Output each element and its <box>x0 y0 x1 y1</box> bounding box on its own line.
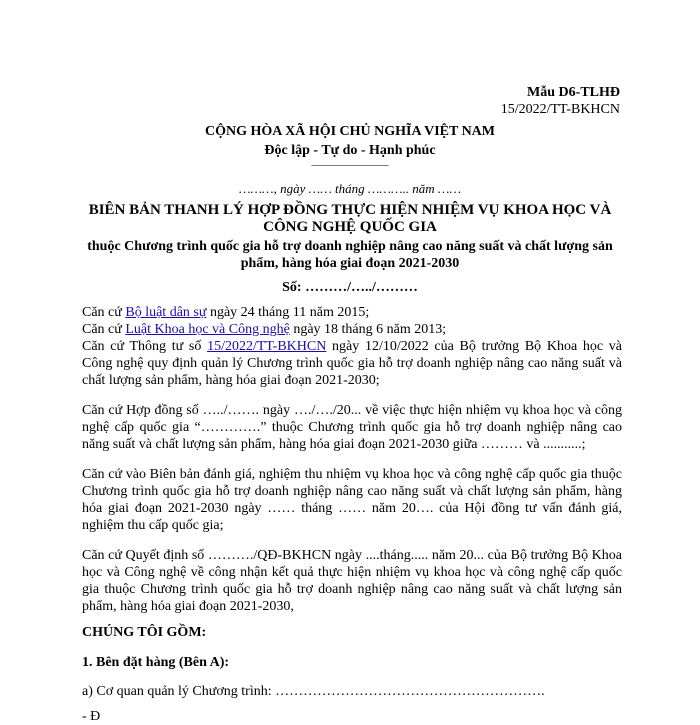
form-code <box>501 84 620 118</box>
national-header <box>0 122 700 170</box>
party-a-heading: 1. Bên đặt hàng (Bên A): <box>82 655 230 670</box>
motto-underline: ——————— <box>311 159 389 171</box>
form-code-label: Mẫu D6-TLHĐ <box>527 85 620 100</box>
parties-heading: CHÚNG TÔI GỒM: <box>82 625 207 640</box>
science-law-link[interactable]: Luật Khoa học và Công nghệ <box>125 322 290 337</box>
place-date-line: ………, ngày …… tháng ……….. năm …… <box>238 181 462 196</box>
document-subtitle: thuộc Chương trình quốc gia hỗ trợ doanh nghiệp nâng cao năng suất và chất lượng sản phẩm, hàng hóa giai đoạn 2021-2030 <box>87 239 613 271</box>
legal-basis-contract: Căn cứ Hợp đồng số …../……. ngày …./…./20... về việc thực hiện nhiệm vụ khoa học và công nghệ cấp quốc gia “………….” thuộc Chương trình quốc gia hỗ trợ doanh nghiệp nâng cao năng suất và chất lượng sản phẩm, hàng hóa giai đoạn 2021-2030 giữa ……… và ...........; <box>82 403 622 452</box>
document-title: BIÊN BẢN THANH LÝ HỢP ĐỒNG THỰC HIỆN NHIỆM VỤ KHOA HỌC VÀ CÔNG NGHỆ QUỐC GIA <box>88 202 612 235</box>
document-number: Số: ………/…../……… <box>282 280 418 295</box>
legal-basis-decision: Căn cứ Quyết định số ………./QĐ-BKHCN ngày ....tháng..... năm 20... của Bộ trưởng Bộ Khoa học và Công nghệ về công nhận kết quả thực hiện nhiệm vụ khoa học và công nghệ cấp quốc gia thuộc Chương trình quốc gia hỗ trợ doanh nghiệp nâng cao năng suất và chất lượng sản phẩm, hàng hóa giai đoạn 2021-2030, <box>82 548 622 614</box>
circular-link[interactable]: 15/2022/TT-BKHCN <box>207 339 327 354</box>
party-a-next-line: - Đ <box>82 709 101 724</box>
document-body <box>82 304 622 725</box>
legal-basis-civil-code: Căn cứ Bộ luật dân sự ngày 24 tháng 11 năm 2015; <box>82 305 370 320</box>
national-motto: Độc lập - Tự do - Hạnh phúc <box>264 143 436 158</box>
country-name: CỘNG HÒA XÃ HỘI CHỦ NGHĨA VIỆT NAM <box>204 124 495 139</box>
legal-basis-science-law: Căn cứ Luật Khoa học và Công nghệ ngày 18 tháng 6 năm 2013; <box>82 322 447 337</box>
legal-basis-circular: Căn cứ Thông tư số 15/2022/TT-BKHCN ngày 12/10/2022 của Bộ trưởng Bộ Khoa học và Công nghệ quy định quản lý Chương trình quốc gia hỗ trợ doanh nghiệp nâng cao năng suất và chất lượng sản phẩm, hàng hóa giai đoạn 2021-2030; <box>82 339 622 388</box>
legal-basis-evaluation: Căn cứ vào Biên bản đánh giá, nghiệm thu nhiệm vụ khoa học và công nghệ cấp quốc gia thuộc Chương trình quốc gia hỗ trợ doanh nghiệp nâng cao năng suất và chất lượng sản phẩm, hàng hóa giai đoạn 2021-2030 ngày …… tháng …… năm 20…. của Hội đồng tư vấn đánh giá, nghiệm thu cấp quốc gia; <box>82 467 622 533</box>
circular-reference: 15/2022/TT-BKHCN <box>500 102 620 117</box>
party-a-agency-line: a) Cơ quan quản lý Chương trình: …………………………………………………. <box>82 684 545 699</box>
civil-code-link[interactable]: Bộ luật dân sự <box>125 305 207 320</box>
